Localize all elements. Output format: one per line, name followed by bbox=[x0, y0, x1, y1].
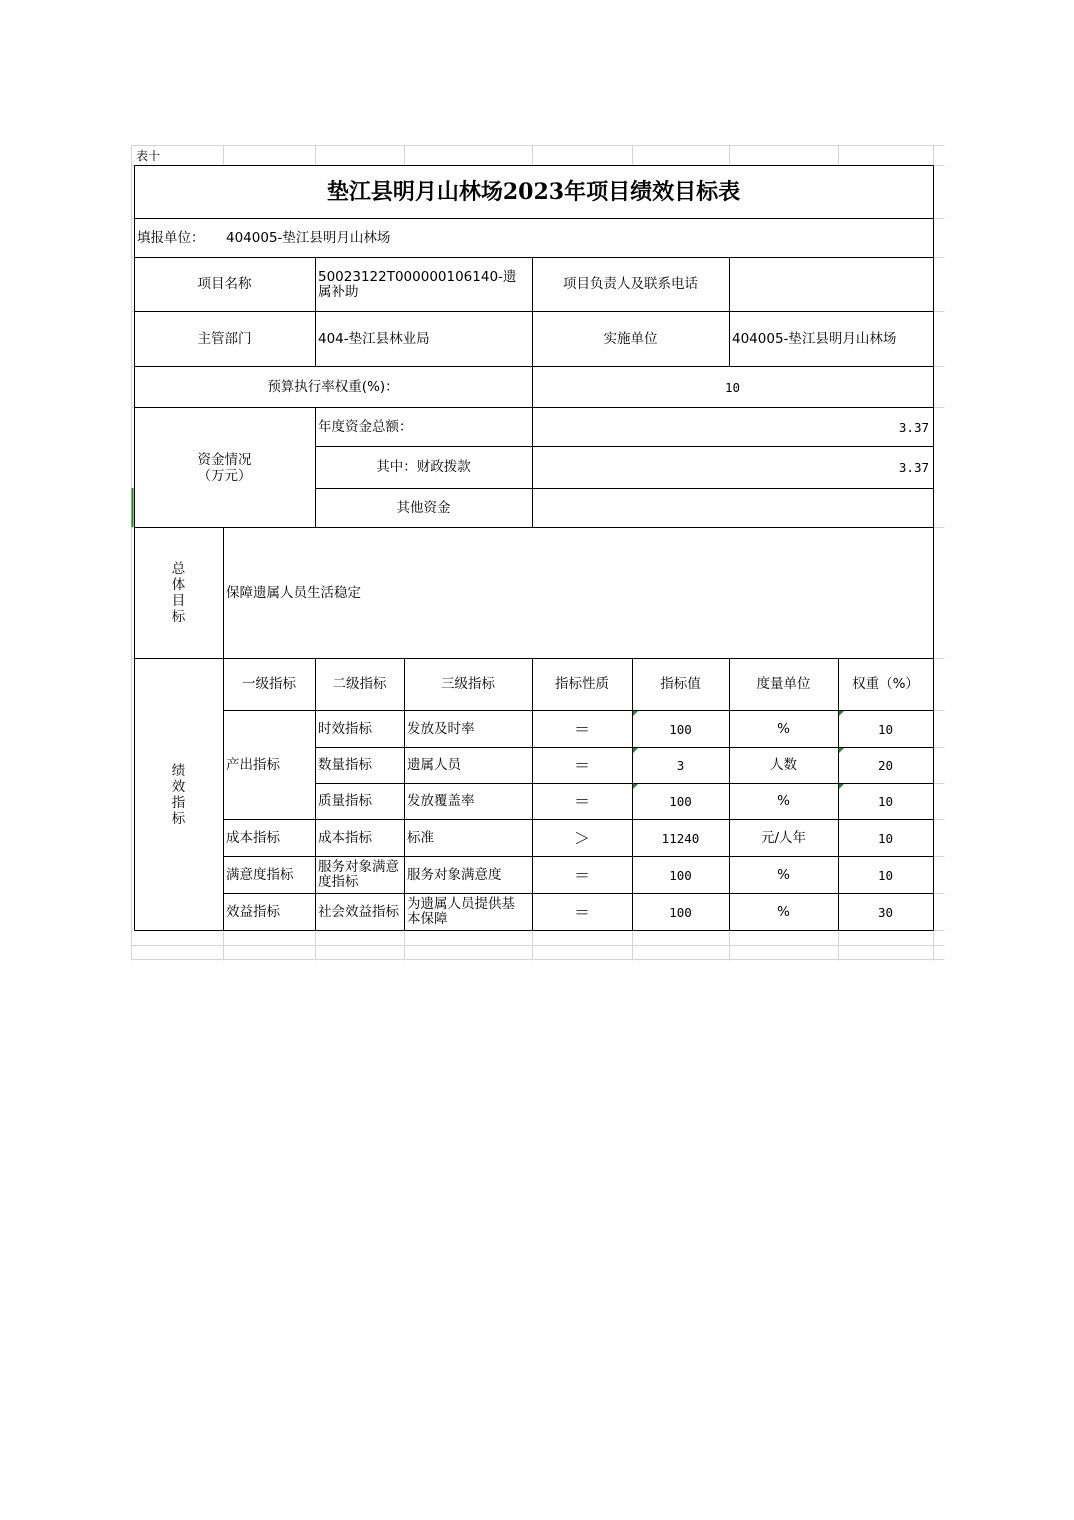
row4-unit: 元/人年 bbox=[760, 829, 807, 846]
project-name-value: 50023122T000000106140-遗属补助 bbox=[318, 268, 517, 300]
row5-unit: % bbox=[777, 866, 790, 883]
header-level3: 三级指标 bbox=[441, 676, 495, 692]
funds-fiscal-label: 其中：财政拨款 bbox=[376, 459, 471, 475]
funds-fiscal-value: 3.37 bbox=[898, 460, 929, 475]
page-title: 垫江县明月山林场2023年项目绩效目标表 bbox=[326, 178, 741, 205]
row4-value: 11240 bbox=[661, 830, 700, 846]
row1-unit: % bbox=[777, 720, 790, 737]
row6-unit: % bbox=[777, 903, 790, 920]
budget-weight-value: 10 bbox=[724, 379, 741, 395]
row6-level2: 社会效益指标 bbox=[318, 903, 399, 920]
sheet-label: 表十 bbox=[136, 148, 161, 163]
cell-marker bbox=[633, 748, 638, 753]
funds-label-line2: （万元） bbox=[197, 467, 252, 484]
impl-unit-value: 404005-垫江县明月山林场 bbox=[732, 330, 897, 347]
funds-other-label: 其他资金 bbox=[396, 499, 451, 516]
funds-total-value: 3.37 bbox=[898, 419, 929, 435]
row2-weight: 20 bbox=[877, 758, 894, 773]
dept-value: 404-垫江县林业局 bbox=[318, 330, 430, 347]
header-weight: 权重（%） bbox=[852, 676, 919, 692]
level1-satisfaction: 满意度指标 bbox=[226, 866, 294, 883]
funds-total-label: 年度资金总额： bbox=[318, 418, 413, 435]
indicators-label bbox=[134, 659, 223, 930]
goal-label-char: 目 bbox=[171, 593, 186, 609]
goal-text: 保障遗属人员生活稳定 bbox=[226, 584, 361, 601]
row4-weight: 10 bbox=[877, 830, 894, 846]
row6-nature: ＝ bbox=[573, 902, 590, 922]
row3-value: 100 bbox=[669, 794, 692, 809]
row2-unit: 人数 bbox=[770, 757, 797, 773]
project-manager-value bbox=[729, 258, 933, 311]
row4-level3: 标准 bbox=[407, 829, 434, 846]
row3-level2: 质量指标 bbox=[318, 793, 372, 809]
row5-nature: ＝ bbox=[573, 865, 590, 885]
row1-value: 100 bbox=[669, 721, 692, 737]
level1-benefit: 效益指标 bbox=[226, 903, 280, 920]
funds-other-value bbox=[532, 489, 933, 527]
level1-output: 产出指标 bbox=[226, 756, 280, 773]
goal-label bbox=[134, 528, 223, 658]
header-value: 指标值 bbox=[660, 676, 701, 692]
row3-nature: ＝ bbox=[573, 792, 590, 811]
row3-weight: 10 bbox=[877, 794, 894, 809]
row1-nature: ＝ bbox=[573, 719, 590, 739]
cell-marker bbox=[839, 748, 844, 753]
row4-level2: 成本指标 bbox=[318, 829, 372, 846]
indicators-label-char: 效 bbox=[171, 778, 186, 795]
row1-weight: 10 bbox=[877, 721, 894, 737]
row5-level3: 服务对象满意度 bbox=[407, 866, 502, 883]
row1-level3: 发放及时率 bbox=[407, 720, 475, 737]
header-level1: 一级指标 bbox=[242, 676, 296, 692]
indicators-label-char: 标 bbox=[171, 810, 186, 827]
goal-label-char: 总 bbox=[171, 561, 186, 577]
row2-level3: 遗属人员 bbox=[407, 757, 461, 773]
row4-nature: ＞ bbox=[573, 828, 590, 848]
header-level2: 二级指标 bbox=[332, 676, 387, 692]
row3-unit: % bbox=[777, 793, 790, 809]
row3-level3: 发放覆盖率 bbox=[407, 793, 475, 809]
row6-level3: 为遗属人员提供基本保障 bbox=[407, 896, 515, 927]
row6-weight: 30 bbox=[877, 904, 894, 920]
cell-marker bbox=[633, 784, 638, 789]
funds-label-line1: 资金情况 bbox=[197, 451, 252, 468]
header-nature: 指标性质 bbox=[555, 676, 609, 692]
cell-marker bbox=[839, 711, 844, 716]
indicators-label-char: 指 bbox=[171, 794, 186, 811]
cell-marker bbox=[839, 784, 844, 789]
impl-unit-label: 实施单位 bbox=[603, 330, 658, 347]
row2-level2: 数量指标 bbox=[318, 757, 372, 773]
row2-nature: ＝ bbox=[573, 756, 590, 775]
indicators-label-char: 绩 bbox=[171, 762, 186, 779]
fill-unit-label: 填报单位： bbox=[137, 229, 205, 246]
funds-label bbox=[134, 408, 315, 527]
dept-label: 主管部门 bbox=[197, 330, 252, 347]
row2-value: 3 bbox=[676, 758, 685, 773]
project-manager-label: 项目负责人及联系电话 bbox=[563, 276, 698, 292]
budget-weight-label: 预算执行率权重(%)： bbox=[267, 378, 399, 395]
row5-level2: 服务对象满意度指标 bbox=[318, 859, 399, 890]
row5-weight: 10 bbox=[877, 867, 894, 883]
goal-label-char: 标 bbox=[171, 609, 186, 625]
row6-value: 100 bbox=[669, 904, 692, 920]
goal-label-char: 体 bbox=[171, 577, 186, 593]
level1-cost: 成本指标 bbox=[226, 829, 280, 846]
row5-value: 100 bbox=[669, 867, 692, 883]
fill-unit-value: 404005-垫江县明月山林场 bbox=[226, 229, 391, 246]
header-unit: 度量单位 bbox=[756, 676, 811, 692]
project-name-label: 项目名称 bbox=[197, 276, 252, 292]
cell-marker bbox=[633, 711, 638, 716]
row1-level2: 时效指标 bbox=[318, 720, 372, 737]
